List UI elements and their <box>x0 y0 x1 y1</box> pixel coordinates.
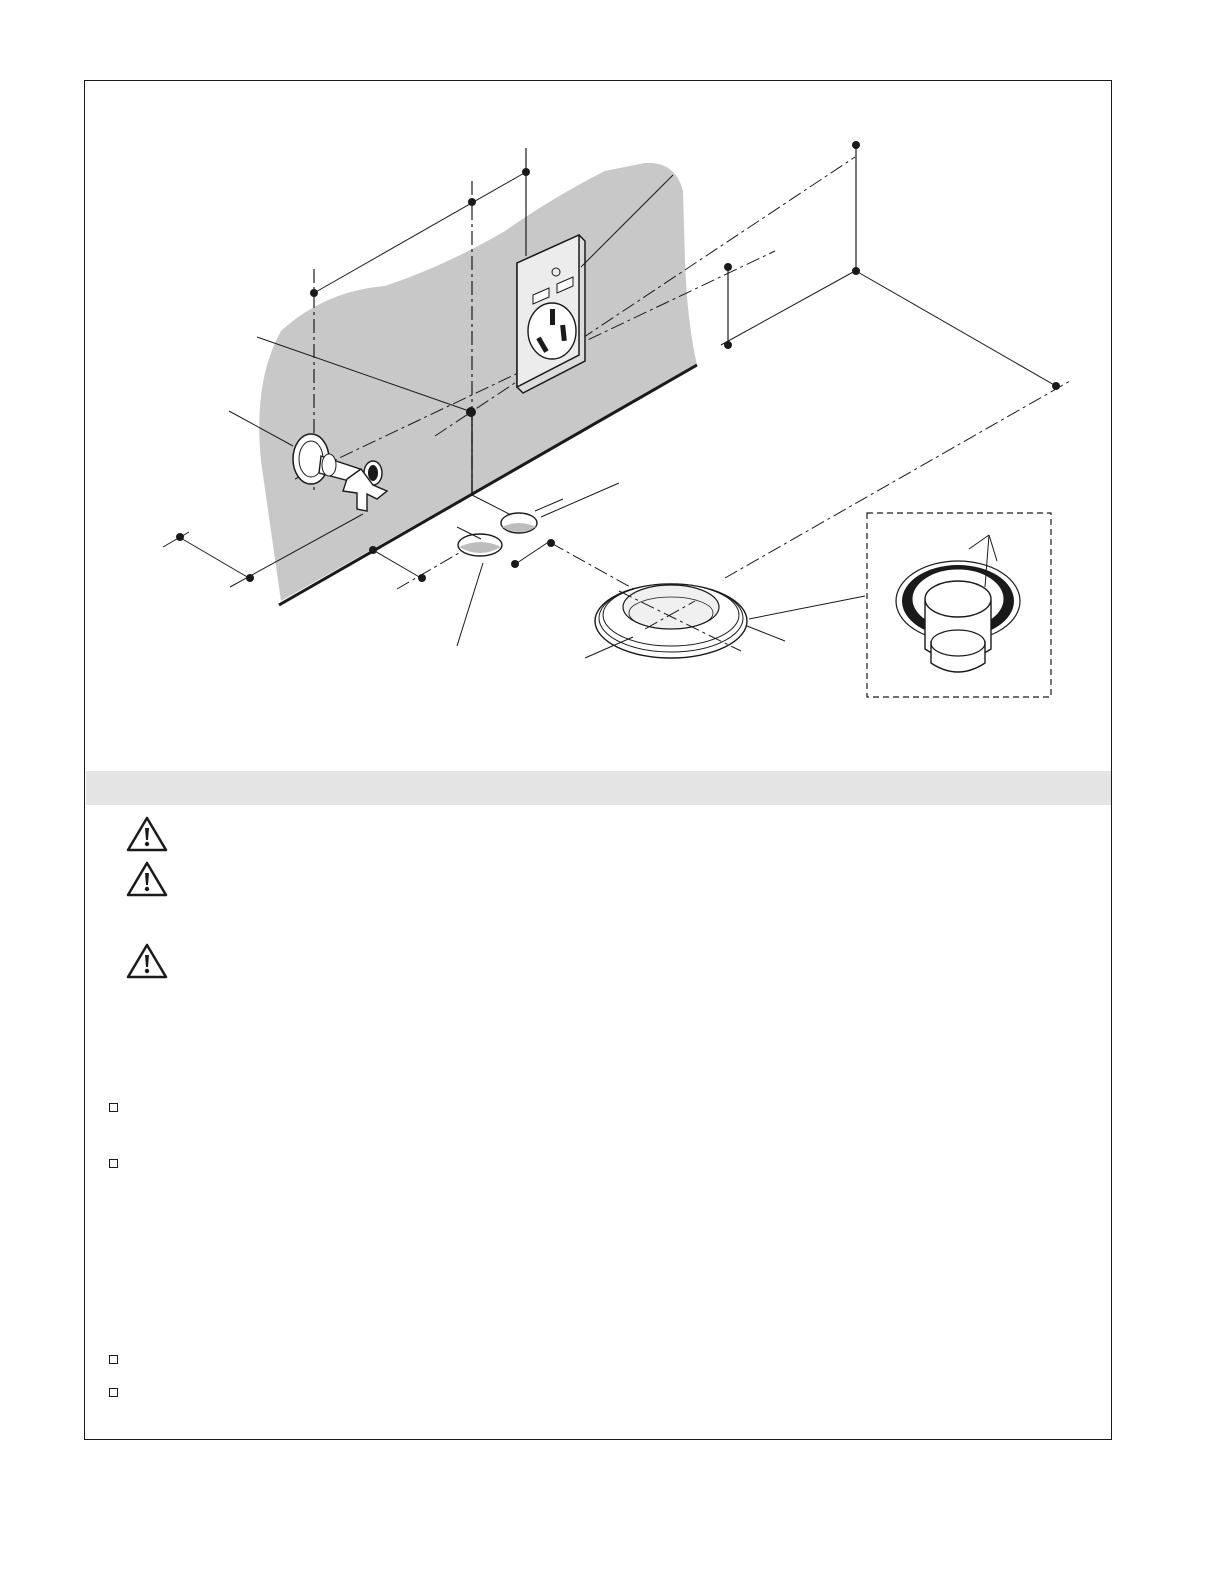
drain-seal-detail-icon <box>867 513 1051 697</box>
floor-hole-small <box>501 483 641 593</box>
warning-triangle-icon <box>125 941 169 981</box>
warning-triangle-icon <box>125 859 169 899</box>
checkbox-icon[interactable] <box>109 1159 118 1168</box>
checkbox-icon[interactable] <box>109 1103 118 1112</box>
drain-flange-icon <box>585 584 865 658</box>
checkbox-icon[interactable] <box>109 1355 118 1364</box>
instruction-page-frame <box>84 80 1112 1440</box>
floor-hole-large <box>457 527 502 646</box>
checkbox-icon[interactable] <box>109 1388 118 1397</box>
warning-triangle-icon <box>125 814 169 854</box>
rough-in-illustration <box>85 81 1113 771</box>
section-header-band <box>86 771 1111 805</box>
